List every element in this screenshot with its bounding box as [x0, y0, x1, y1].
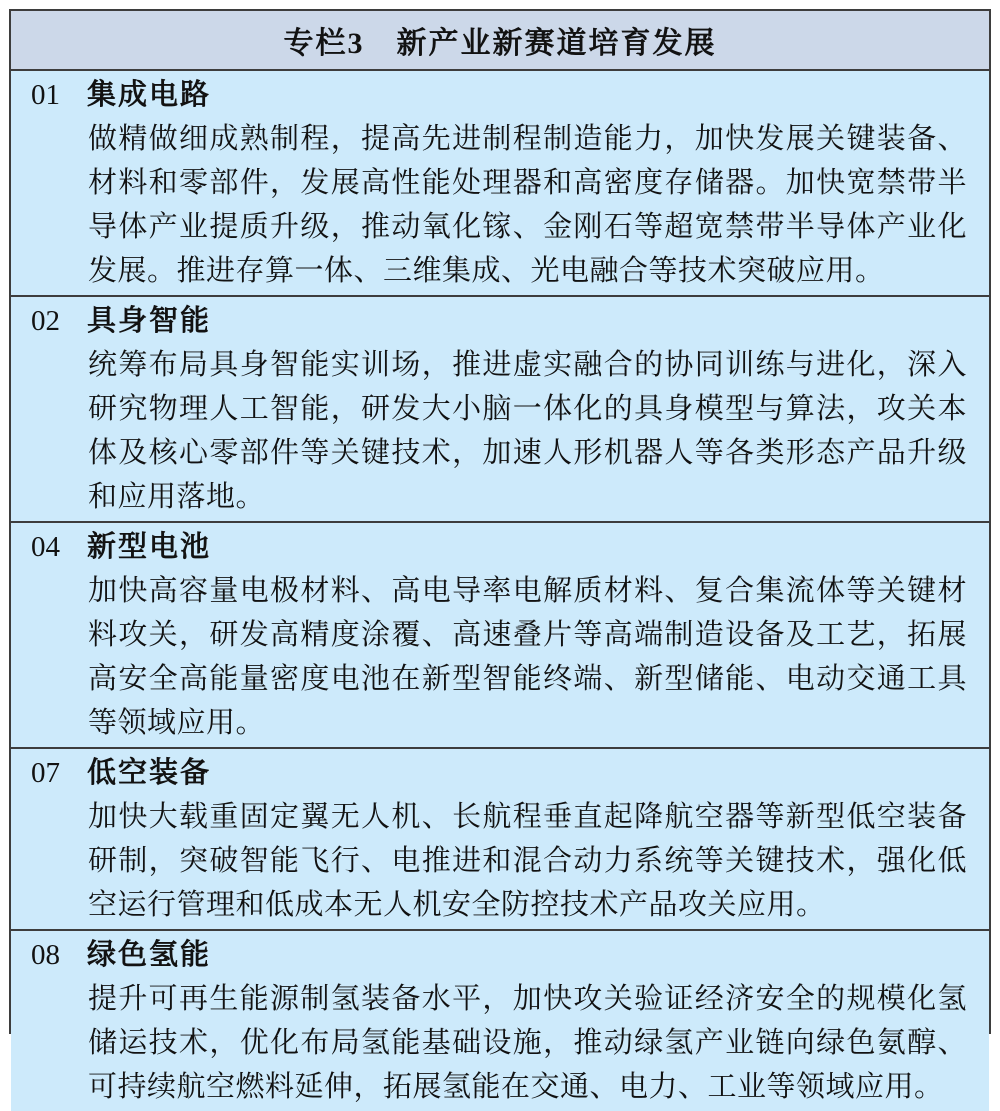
section-number: 01 — [31, 79, 60, 111]
section-title: 集成电路 — [87, 79, 212, 111]
section-head — [31, 299, 967, 343]
section-number: 02 — [31, 305, 60, 337]
section-body: 加快大载重固定翼无人机、长航程垂直起降航空器等新型低空装备研制，突破智能飞行、电推进和混合动力系统等关键技术，强化低空运行管理和低成本无人机安全防控技术产品攻关应用。 — [88, 801, 967, 921]
section-head — [31, 933, 967, 977]
section-body: 做精做细成熟制程，提高先进制程制造能力，加快发展关键装备、材料和零部件，发展高性能处理器和高密度存储器。加快宽禁带半导体产业提质升级，推动氧化镓、金刚石等超宽禁带半导体产业化发展。推进存算一体、三维集成、光电融合等技术突破应用。 — [88, 123, 967, 287]
section-title: 新型电池 — [87, 531, 212, 563]
section-number: 04 — [31, 531, 60, 563]
section-body: 加快高容量电极材料、高电导率电解质材料、复合集流体等关键材料攻关，研发高精度涂覆、高速叠片等高端制造设备及工艺，拓展高安全高能量密度电池在新型智能终端、新型储能、电动交通工具等领域应用。 — [88, 575, 967, 739]
section-list — [11, 71, 989, 1111]
section — [11, 71, 989, 295]
section — [11, 295, 989, 521]
section-title: 具身智能 — [87, 305, 212, 337]
section-body: 统筹布局具身智能实训场，推进虚实融合的协同训练与进化，深入研究物理人工智能，研发大小脑一体化的具身模型与算法，攻关本体及核心零部件等关键技术，加速人形机器人等各类形态产品升级和应用落地。 — [88, 349, 967, 513]
section — [11, 747, 989, 929]
section-title: 绿色氢能 — [87, 939, 212, 971]
panel-title: 专栏3 新产业新赛道培育发展 — [11, 11, 989, 71]
section-head — [31, 525, 967, 569]
column-panel — [9, 9, 991, 1103]
section-title: 低空装备 — [87, 757, 212, 789]
section — [11, 929, 989, 1111]
section-head — [31, 73, 967, 117]
section-head — [31, 751, 967, 795]
section-number: 08 — [31, 939, 60, 971]
section-number: 07 — [31, 757, 60, 789]
section-body: 提升可再生能源制氢装备水平，加快攻关验证经济安全的规模化氢储运技术，优化布局氢能基础设施，推动绿氢产业链向绿色氨醇、可持续航空燃料延伸，拓展氢能在交通、电力、工业等领域应用。 — [88, 983, 967, 1103]
section — [11, 521, 989, 747]
